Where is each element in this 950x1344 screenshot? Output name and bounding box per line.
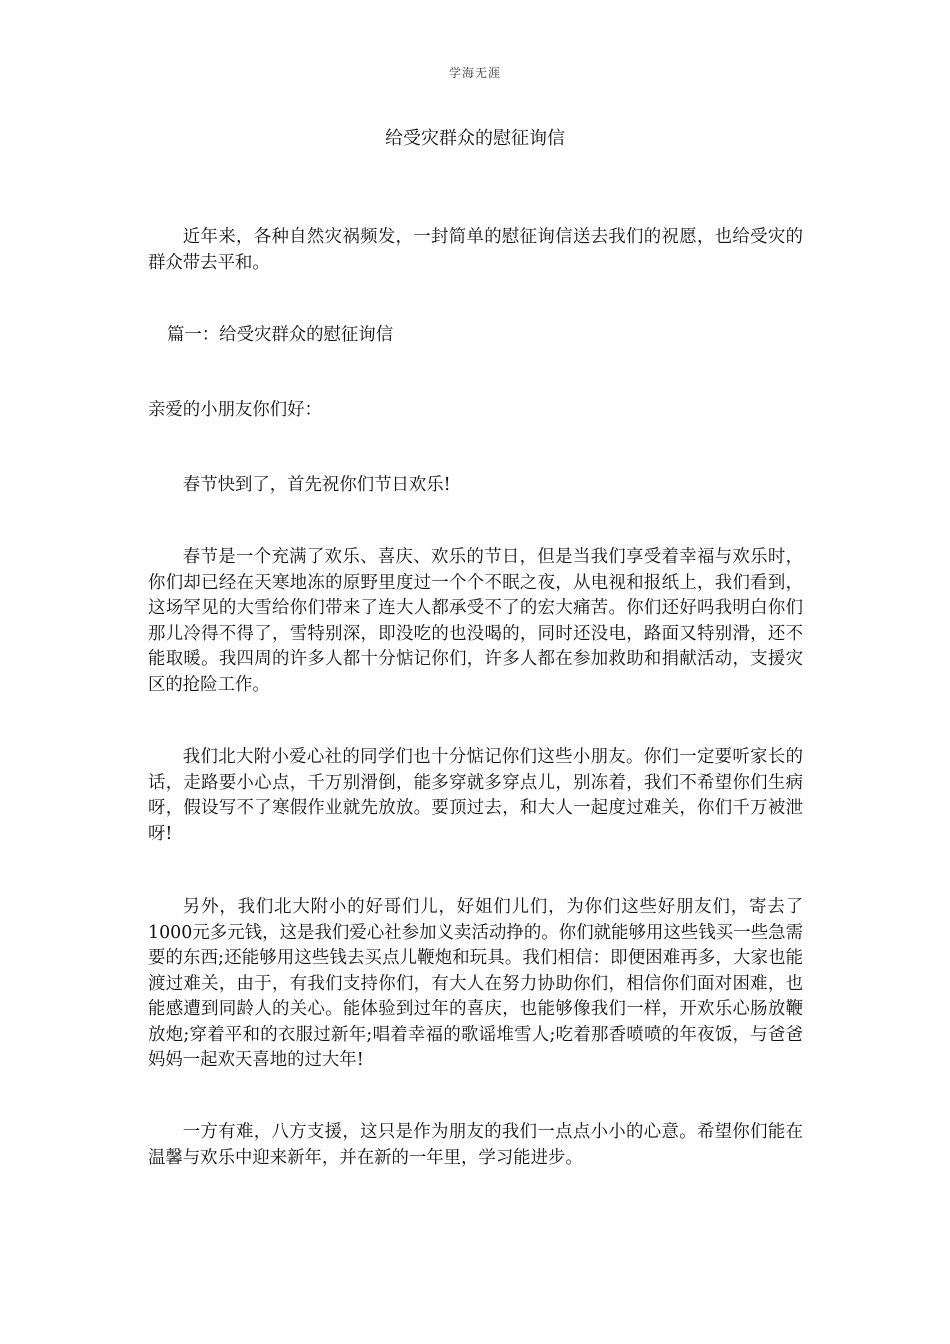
letter-greeting: 亲爱的小朋友你们好：: [148, 400, 322, 420]
body-paragraph: 我们北大附小爱心社的同学们也十分惦记你们这些小朋友。你们一定要听家长的话，走路要小心点，千万别滑倒，能多穿就多穿点儿，别冻着，我们不希望你们生病呀，假设写不了寒假作业就先放放。要顶过去，和大人一起度过难关，你们千万被泄呀!: [148, 747, 803, 844]
document-title: 给受灾群众的慰征询信: [385, 128, 565, 149]
body-paragraph: 春节是一个充满了欢乐、喜庆、欢乐的节日，但是当我们享受着幸福与欢乐时，你们却已经在天寒地冻的原野里度过一个个不眠之夜，从电视和报纸上，我们看到，这场罕见的大雪给你们带来了连大人都承受不了的宏大痛苦。你们还好吗我明白你们那儿冷得不得了，雪特别深，即没吃的也没喝的，同时还没电，路面又特别滑，还不能取暖。我四周的许多人都十分惦记你们，许多人都在参加救助和捐献活动，支援灾区的抢险工作。: [148, 547, 803, 695]
page-header: 学海无涯: [448, 66, 501, 80]
body-paragraph: 另外，我们北大附小的好哥们儿，好姐们儿们，为你们这些好朋友们，寄去了1000元多元钱，这是我们爱心社参加义卖活动挣的。你们就能够用这些钱买一些急需要的东西;还能够用这些钱去买点儿鞭炮和玩具。我们相信：即便困难再多，大家也能渡过难关，由于，有我们支持你们，有大人在努力协助你们，相信你们面对困难，也能感遭到同龄人的关心。能体验到过年的喜庆，也能够像我们一样，开欢乐心肠放鞭放炮;穿着平和的衣服过新年;唱着幸福的歌谣堆雪人;吃着那香喷喷的年夜饭，与爸爸妈妈一起欢天喜地的过大年!: [148, 897, 803, 1070]
holiday-wish-paragraph: 春节快到了，首先祝你们节日欢乐!: [182, 475, 451, 495]
intro-paragraph: 近年来，各种自然灾祸频发，一封简单的慰征询信送去我们的祝愿，也给受灾的群众带去平和。: [148, 227, 803, 273]
section-heading: 篇一：给受灾群众的慰征询信: [167, 325, 394, 345]
closing-paragraph: 一方有难，八方支援，这只是作为朋友的我们一点点小小的心意。希望你们能在温馨与欢乐中迎来新年，并在新的一年里，学习能进步。: [148, 1122, 803, 1168]
